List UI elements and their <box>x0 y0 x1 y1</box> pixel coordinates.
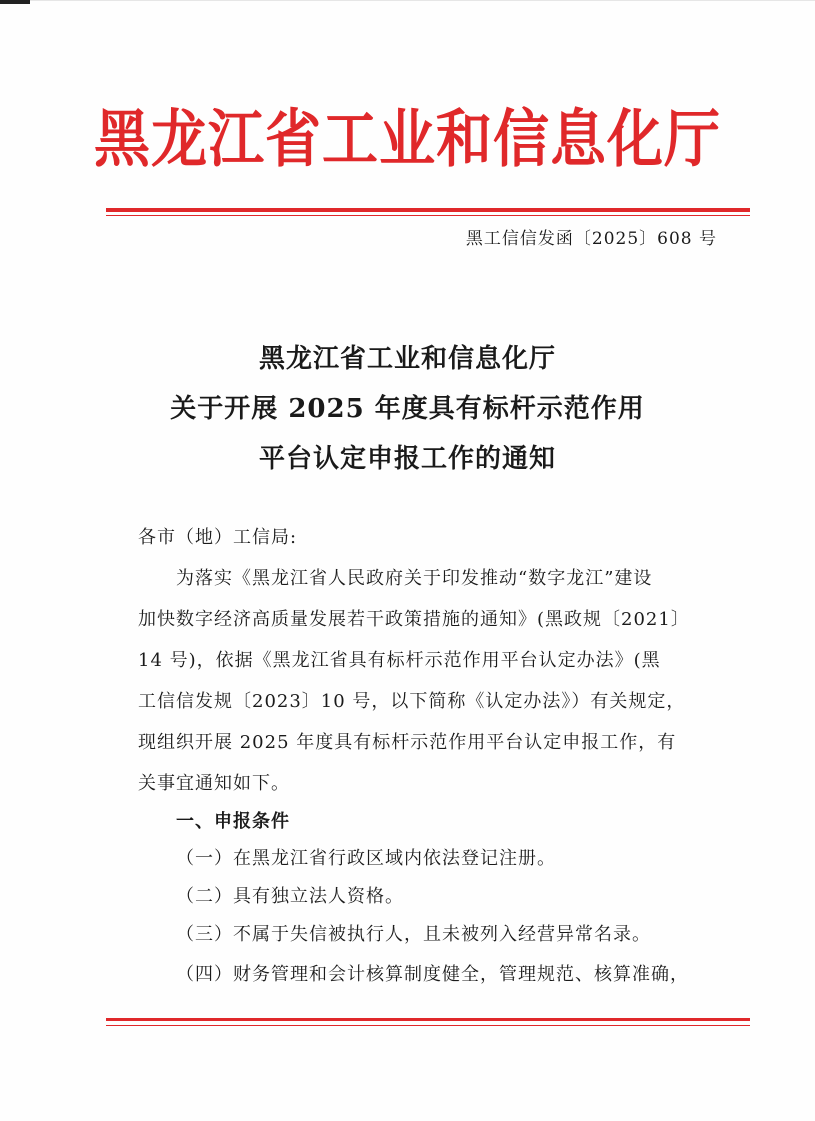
condition-item: （二）具有独立法人资格。 <box>176 886 404 907</box>
paragraph-line: 14 号)，依据《黑龙江省具有标杆示范作用平台认定办法》(黑 <box>138 650 661 671</box>
paragraph-line: 现组织开展 2025 年度具有标杆示范作用平台认定申报工作，有 <box>138 732 677 753</box>
paragraph-line: 为落实《黑龙江省人民政府关于印发推动“数字龙江”建设 <box>176 568 653 589</box>
condition-item: （一）在黑龙江省行政区域内依法登记注册。 <box>176 848 556 869</box>
footer-rule-thick <box>106 1018 750 1021</box>
document-number: 黑工信信发函〔2025〕608 号 <box>465 229 717 249</box>
paragraph-line: 加快数字经济高质量发展若干政策措施的通知》(黑政规〔2021〕 <box>138 609 690 630</box>
condition-item: （四）财务管理和会计核算制度健全，管理规范、核算准确， <box>176 964 689 985</box>
paragraph-line: 工信信发规〔2023〕10 号，以下简称《认定办法》）有关规定， <box>138 691 686 712</box>
footer-rule-thin <box>106 1025 750 1026</box>
document-title-line-3: 平台认定申报工作的通知 <box>258 444 556 474</box>
section-heading: 一、申报条件 <box>176 811 290 832</box>
scan-top-edge <box>30 0 815 1</box>
document-title-line-2: 关于开展 2025 年度具有标杆示范作用 <box>170 394 645 424</box>
salutation: 各市（地）工信局: <box>138 527 298 548</box>
document-title-line-1: 黑龙江省工业和信息化厅 <box>258 344 556 374</box>
scan-corner-mark <box>0 0 30 4</box>
letterhead-org-name: 黑龙江省工业和信息化厅 <box>94 102 721 176</box>
condition-item: （三）不属于失信被执行人，且未被列入经营异常名录。 <box>176 924 651 945</box>
paragraph-line: 关事宜通知如下。 <box>138 773 290 794</box>
letterhead-rule-thin <box>106 215 750 216</box>
letterhead-rule-thick <box>106 208 750 212</box>
